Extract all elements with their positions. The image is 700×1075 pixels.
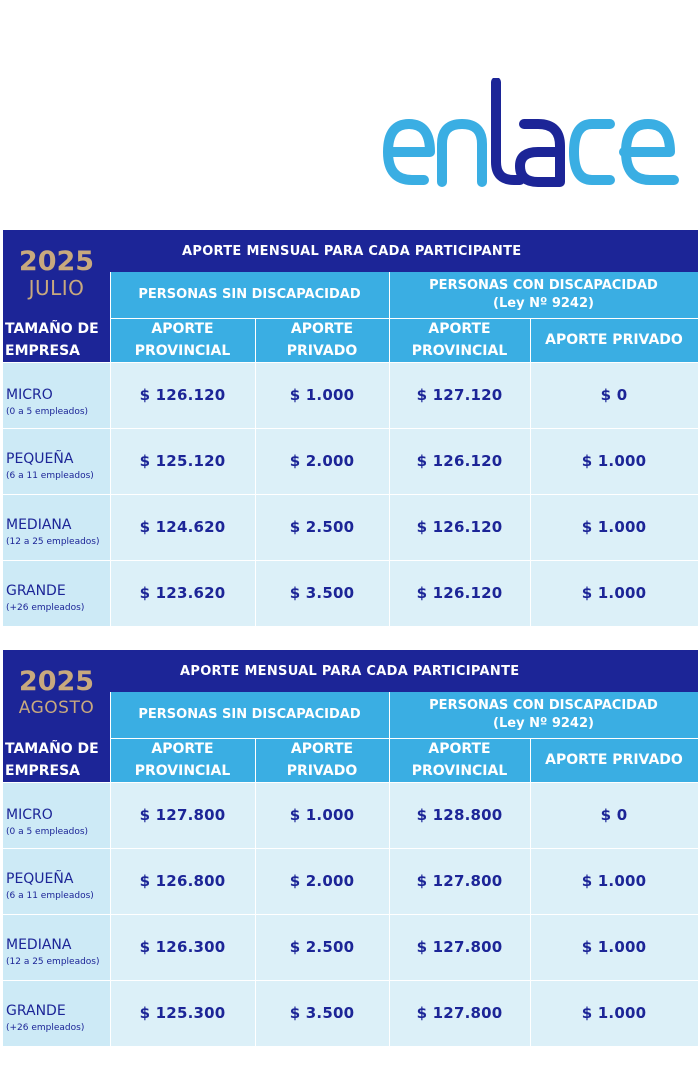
amount-value: $ 125.300 (139, 1004, 226, 1022)
period-month: AGOSTO (18, 698, 95, 718)
grid-line (3, 782, 698, 783)
column-header-line2: PROVINCIAL (134, 763, 231, 779)
table-cell-con-priv (530, 782, 698, 848)
amount-value: $ 1.000 (289, 806, 355, 824)
amount-value: $ 126.120 (416, 518, 503, 536)
table-row-size (3, 848, 110, 914)
table-cell-con-priv (530, 848, 698, 914)
table-cell-sin-prov (110, 362, 255, 428)
amount-value: $ 123.620 (139, 584, 226, 602)
group-without-label: PERSONAS SIN DISCAPACIDAD (138, 707, 361, 722)
grid-line (3, 494, 698, 495)
amount-value: $ 1.000 (581, 1004, 647, 1022)
column-header-sin-priv (255, 318, 389, 362)
table-cell-con-prov (389, 980, 530, 1046)
company-size: MICRO (6, 807, 53, 823)
amount-value: $ 1.000 (289, 386, 355, 404)
employee-range: (6 a 11 empleados) (6, 891, 94, 901)
column-header-sin-prov (110, 738, 255, 782)
size-header-line2: EMPRESA (5, 763, 81, 779)
table-cell-sin-prov (110, 782, 255, 848)
company-size: PEQUEÑA (6, 871, 74, 887)
group-with-label: PERSONAS CON DISCAPACIDAD (429, 278, 658, 293)
table-cell-con-priv (530, 980, 698, 1046)
amount-value: $ 1.000 (581, 938, 647, 956)
size-header-line2: EMPRESA (5, 343, 81, 359)
employee-range: (0 a 5 empleados) (6, 407, 89, 417)
grid-line (255, 318, 256, 626)
amount-value: $ 126.800 (139, 872, 226, 890)
period-month: JULIO (28, 276, 85, 300)
table-cell-con-priv (530, 428, 698, 494)
grid-line (110, 738, 698, 739)
column-header-line1: APORTE (290, 741, 354, 757)
grid-line (3, 362, 698, 363)
column-header-line1: APORTE (151, 741, 214, 757)
amount-value: $ 0 (600, 806, 628, 824)
amount-value: $ 1.000 (581, 872, 647, 890)
table-cell-sin-prov (110, 428, 255, 494)
amount-value: $ 1.000 (581, 584, 647, 602)
size-header-line1: TAMAÑO DE (5, 321, 99, 337)
column-header-con-priv (530, 318, 698, 362)
amount-value: $ 127.120 (416, 386, 503, 404)
table-header-label: APORTE MENSUAL PARA CADA PARTICIPANTE (182, 243, 522, 259)
size-column-header (3, 318, 110, 362)
grid-line (110, 318, 698, 319)
employee-range: (0 a 5 empleados) (6, 827, 89, 837)
grid-line (3, 560, 698, 561)
employee-range: (+26 empleados) (6, 1023, 85, 1033)
amount-value: $ 3.500 (289, 1004, 355, 1022)
grid-line (110, 692, 111, 1046)
table-cell-con-prov (389, 362, 530, 428)
amount-value: $ 2.000 (289, 872, 355, 890)
employee-range: (+26 empleados) (6, 603, 85, 613)
grid-line (389, 692, 390, 1046)
column-header-con-prov (389, 738, 530, 782)
table-cell-con-prov (389, 848, 530, 914)
table-row-size (3, 494, 110, 560)
table-row-size (3, 428, 110, 494)
amount-value: $ 126.120 (139, 386, 226, 404)
table-cell-con-priv (530, 494, 698, 560)
employee-range: (12 a 25 empleados) (6, 537, 100, 547)
column-header-line2: PROVINCIAL (411, 763, 508, 779)
column-header-line2: PRIVADO (286, 763, 358, 779)
amount-value: $ 0 (600, 386, 628, 404)
grid-line (3, 428, 698, 429)
table-cell-sin-priv (255, 428, 389, 494)
table-cell-sin-prov (110, 914, 255, 980)
grid-line (110, 272, 111, 626)
company-size: GRANDE (6, 583, 66, 599)
table-cell-con-prov (389, 782, 530, 848)
group-without-disability (110, 272, 389, 318)
table-cell-sin-priv (255, 848, 389, 914)
table-cell-con-priv (530, 560, 698, 626)
table-cell-sin-prov (110, 848, 255, 914)
table-row-size (3, 914, 110, 980)
table-cell-sin-prov (110, 980, 255, 1046)
amount-value: $ 2.000 (289, 452, 355, 470)
amount-value: $ 127.800 (139, 806, 226, 824)
size-column-header (3, 738, 110, 782)
grid-line (3, 1046, 698, 1047)
amount-value: $ 126.300 (139, 938, 226, 956)
table-header-label: APORTE MENSUAL PARA CADA PARTICIPANTE (180, 663, 520, 679)
period-block (3, 650, 110, 738)
table-cell-con-priv (530, 362, 698, 428)
amount-value: $ 124.620 (139, 518, 226, 536)
group-without-label: PERSONAS SIN DISCAPACIDAD (138, 287, 361, 302)
size-header-line1: TAMAÑO DE (5, 741, 99, 757)
table-row-size (3, 980, 110, 1046)
grid-line (255, 738, 256, 1046)
group-with-disability (389, 692, 698, 738)
company-size: MEDIANA (6, 937, 72, 953)
amount-value: $ 126.120 (416, 584, 503, 602)
company-size: MICRO (6, 387, 53, 403)
table-header (110, 230, 698, 272)
column-header-line1: APORTE (428, 321, 491, 337)
amount-value: $ 1.000 (581, 452, 647, 470)
amount-value: $ 127.800 (416, 872, 503, 890)
amount-value: $ 2.500 (289, 938, 355, 956)
table-cell-sin-priv (255, 782, 389, 848)
column-header-line2: PRIVADO (286, 343, 358, 359)
table-cell-sin-priv (255, 494, 389, 560)
table-cell-sin-priv (255, 560, 389, 626)
amount-value: $ 126.120 (416, 452, 503, 470)
group-with-label: PERSONAS CON DISCAPACIDAD (429, 698, 658, 713)
grid-line (3, 848, 698, 849)
table-header (110, 650, 698, 692)
company-size: GRANDE (6, 1003, 66, 1019)
period-year: 2025 (18, 666, 95, 697)
column-header-line1: APORTE (151, 321, 214, 337)
column-header-line1: APORTE (290, 321, 354, 337)
column-header-con-priv (530, 738, 698, 782)
column-header-line2: PROVINCIAL (411, 343, 508, 359)
amount-value: $ 1.000 (581, 518, 647, 536)
group-with-law: (Ley Nº 9242) (493, 296, 594, 311)
amount-value: $ 2.500 (289, 518, 355, 536)
amount-value: $ 128.800 (416, 806, 503, 824)
company-size: MEDIANA (6, 517, 72, 533)
column-header-sin-priv (255, 738, 389, 782)
grid-line (389, 272, 390, 626)
table-row-size (3, 362, 110, 428)
employee-range: (6 a 11 empleados) (6, 471, 94, 481)
employee-range: (12 a 25 empleados) (6, 957, 100, 967)
column-header-sin-prov (110, 318, 255, 362)
group-with-disability (389, 272, 698, 318)
grid-line (530, 738, 531, 1046)
group-without-disability (110, 692, 389, 738)
table-cell-sin-prov (110, 494, 255, 560)
table-cell-con-prov (389, 428, 530, 494)
amount-value: $ 127.800 (416, 1004, 503, 1022)
table-cell-con-prov (389, 494, 530, 560)
group-with-law: (Ley Nº 9242) (493, 716, 594, 731)
amount-value: $ 127.800 (416, 938, 503, 956)
table-cell-con-priv (530, 914, 698, 980)
column-header-label: APORTE PRIVADO (545, 752, 683, 768)
table-cell-con-prov (389, 914, 530, 980)
table-cell-sin-priv (255, 914, 389, 980)
table-cell-sin-prov (110, 560, 255, 626)
company-size: PEQUEÑA (6, 451, 74, 467)
table-row-size (3, 782, 110, 848)
table-cell-con-prov (389, 560, 530, 626)
column-header-label: APORTE PRIVADO (545, 332, 683, 348)
grid-line (3, 626, 698, 627)
enlace-logo (378, 78, 680, 188)
period-year: 2025 (18, 246, 95, 277)
grid-line (3, 980, 698, 981)
table-row-size (3, 560, 110, 626)
column-header-line2: PROVINCIAL (134, 343, 231, 359)
table-cell-sin-priv (255, 980, 389, 1046)
column-header-con-prov (389, 318, 530, 362)
period-block (3, 230, 110, 318)
grid-line (3, 914, 698, 915)
grid-line (530, 318, 531, 626)
amount-value: $ 125.120 (139, 452, 226, 470)
column-header-line1: APORTE (428, 741, 491, 757)
amount-value: $ 3.500 (289, 584, 355, 602)
table-cell-sin-priv (255, 362, 389, 428)
